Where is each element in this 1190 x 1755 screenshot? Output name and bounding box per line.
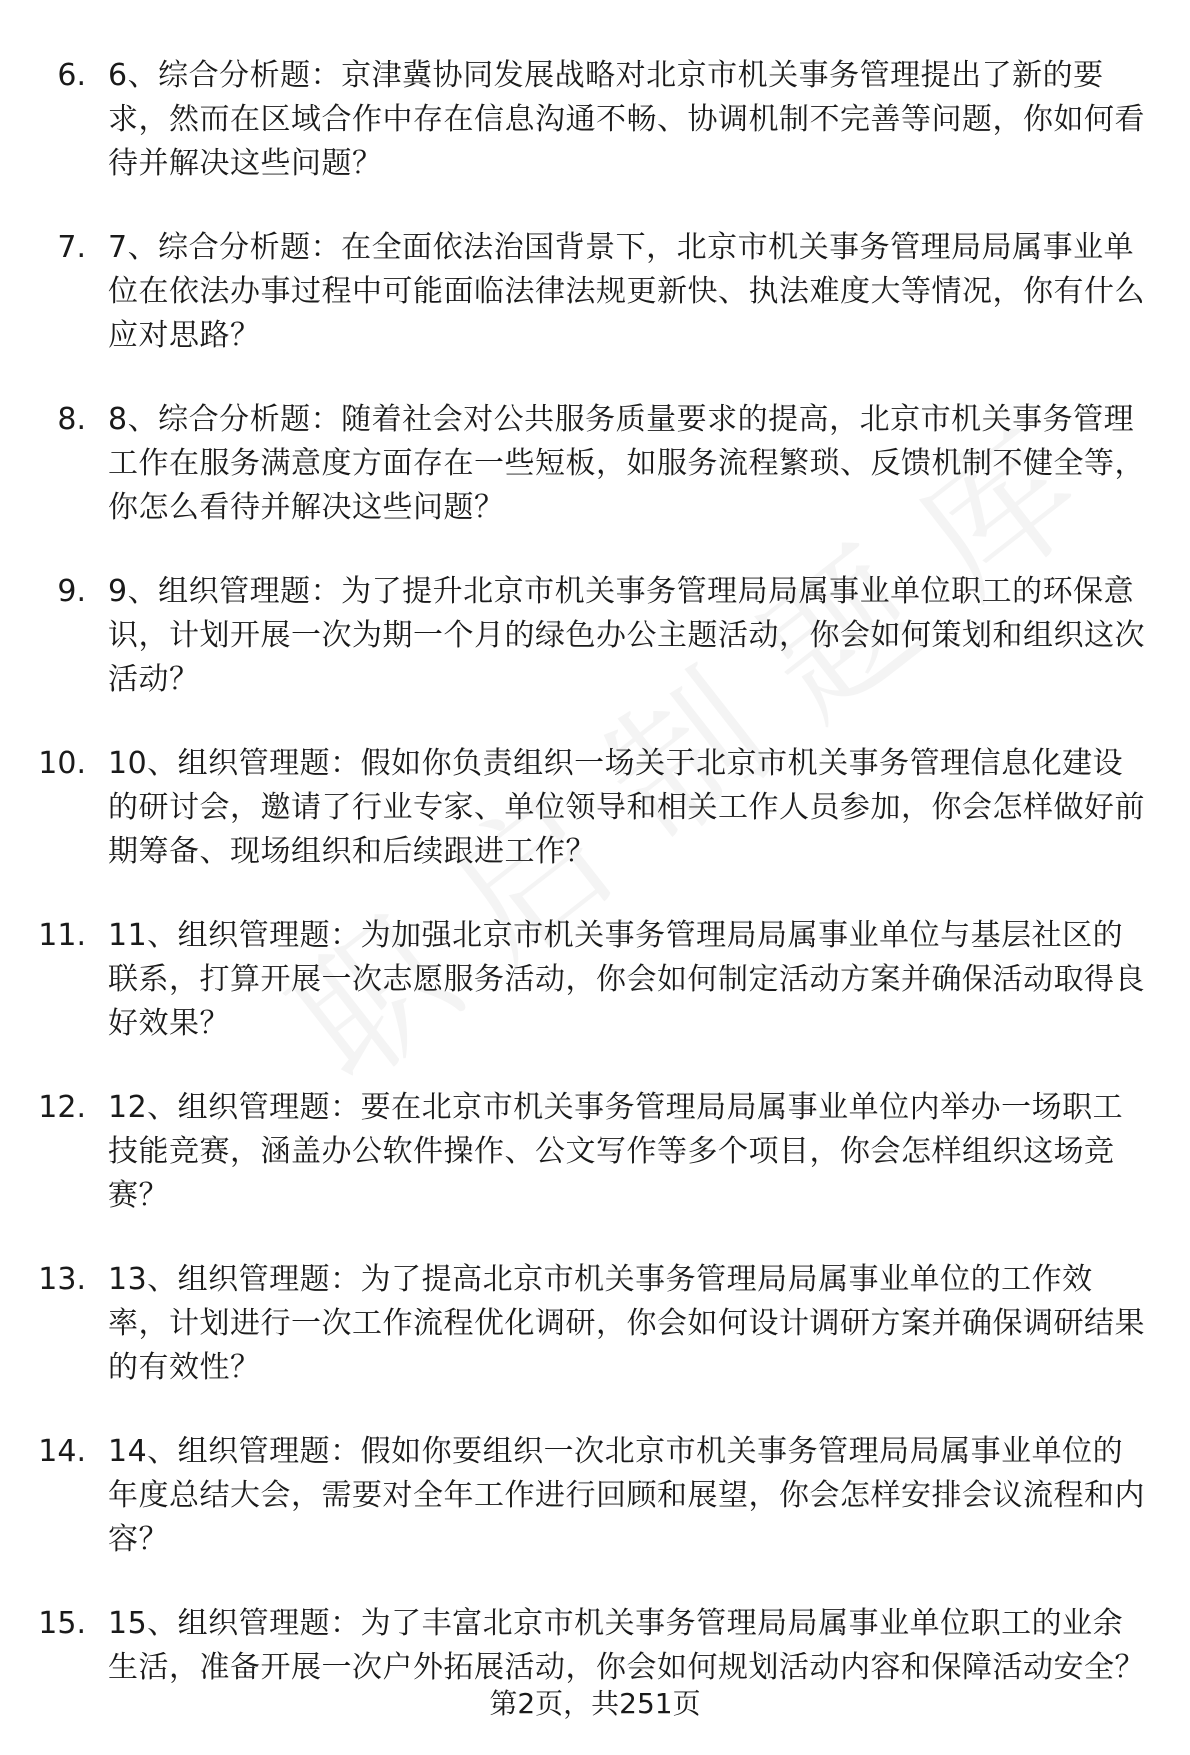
question-list [0, 54, 1190, 1730]
question-number: 8. [57, 402, 86, 437]
page-footer: 第2页，共251页 [489, 1687, 701, 1720]
question-item [0, 226, 1190, 358]
question-text: 12、组织管理题：要在北京市机关事务管理局局属事业单位内举办一场职工技能竞赛，涵盖办公软件操作、公文写作等多个项目，你会怎样组织这场竞赛？ [108, 1090, 1124, 1213]
question-item [0, 1258, 1190, 1390]
question-number: 6. [57, 58, 86, 93]
question-number: 10. [38, 746, 86, 781]
question-text: 8、综合分析题：随着社会对公共服务质量要求的提高，北京市机关事务管理工作在服务满意度方面存在一些短板，如服务流程繁琐、反馈机制不健全等，你怎么看待并解决这些问题？ [108, 402, 1145, 525]
question-text: 15、组织管理题：为了丰富北京市机关事务管理局局属事业单位职工的业余生活，准备开展一次户外拓展活动，你会如何规划活动内容和保障活动安全？ [108, 1606, 1145, 1685]
question-number: 11. [38, 918, 86, 953]
question-item [0, 742, 1190, 874]
question-item [0, 398, 1190, 530]
question-item [0, 1430, 1190, 1562]
question-item [0, 54, 1190, 186]
question-number: 12. [38, 1090, 86, 1125]
question-text: 6、综合分析题：京津冀协同发展战略对北京市机关事务管理提出了新的要求，然而在区域合作中存在信息沟通不畅、协调机制不完善等问题，你如何看待并解决这些问题？ [108, 58, 1145, 181]
question-text: 9、组织管理题：为了提升北京市机关事务管理局局属事业单位职工的环保意识，计划开展一次为期一个月的绿色办公主题活动，你会如何策划和组织这次活动？ [108, 574, 1145, 697]
question-item [0, 1086, 1190, 1218]
question-number: 15. [38, 1606, 86, 1641]
question-text: 7、综合分析题：在全面依法治国背景下，北京市机关事务管理局局属事业单位在依法办事过程中可能面临法律法规更新快、执法难度大等情况，你有什么应对思路？ [108, 230, 1145, 353]
question-number: 7. [57, 230, 86, 265]
question-number: 14. [38, 1434, 86, 1469]
question-text: 11、组织管理题：为加强北京市机关事务管理局局属事业单位与基层社区的联系，打算开展一次志愿服务活动，你会如何制定活动方案并确保活动取得良好效果？ [108, 918, 1145, 1041]
question-text: 10、组织管理题：假如你负责组织一场关于北京市机关事务管理信息化建设的研讨会，邀请了行业专家、单位领导和相关工作人员参加，你会怎样做好前期筹备、现场组织和后续跟进工作？ [108, 746, 1145, 869]
question-item [0, 1602, 1190, 1690]
question-number: 9. [57, 574, 86, 609]
question-item [0, 914, 1190, 1046]
question-text: 14、组织管理题：假如你要组织一次北京市机关事务管理局局属事业单位的年度总结大会，需要对全年工作进行回顾和展望，你会怎样安排会议流程和内容？ [108, 1434, 1145, 1557]
question-item [0, 570, 1190, 702]
question-number: 13. [38, 1262, 86, 1297]
question-text: 13、组织管理题：为了提高北京市机关事务管理局局属事业单位的工作效率，计划进行一次工作流程优化调研，你会如何设计调研方案并确保调研结果的有效性？ [108, 1262, 1145, 1385]
